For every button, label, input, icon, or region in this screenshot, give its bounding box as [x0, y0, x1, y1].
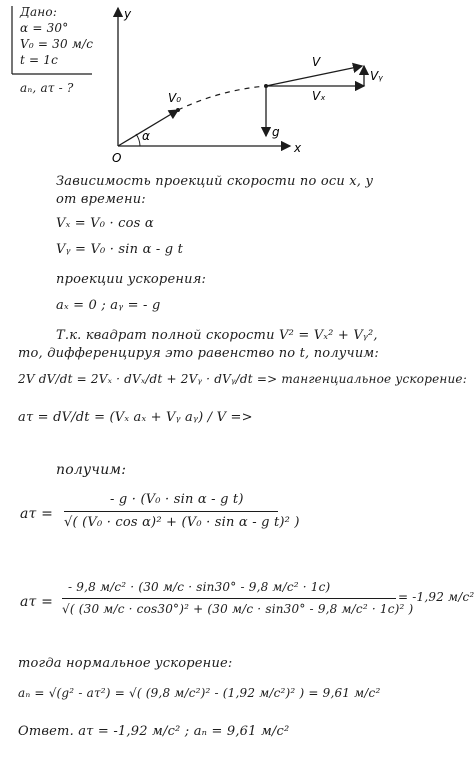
- atau-fraction-bar: [64, 511, 278, 512]
- trajectory-diagram: [0, 0, 474, 200]
- calc-numerator: - 9,8 м/с² · (30 м/с · sin30° - 9,8 м/с² · 1с): [68, 580, 331, 594]
- point-start: [176, 108, 180, 112]
- calc-denominator: √( (30 м/с · cos30°)² + (30 м/с · sin30° - 9,8 м/с² · 1с)² ): [62, 602, 414, 616]
- formula-acc: aₓ = 0 ; aᵧ = - g: [56, 298, 161, 313]
- given-find: aₙ, aτ - ?: [20, 81, 74, 95]
- formula-vy: Vᵧ = V₀ · sin α - g t: [56, 242, 184, 257]
- text-line-7: тогда нормальное ускорение:: [18, 656, 233, 671]
- text-line-2: от времени:: [56, 192, 146, 207]
- calc-result: = -1,92 м/с²: [398, 590, 474, 604]
- text-line-4: Т.к. квадрат полной скорости V² = Vₓ² + Vᵧ²,: [56, 328, 378, 343]
- origin-label: O: [112, 151, 122, 165]
- angle-arc: [136, 134, 140, 146]
- vx-label: Vₓ: [312, 89, 326, 103]
- trajectory-curve: [178, 86, 266, 110]
- calc-fraction-bar: [62, 598, 396, 599]
- formula-an: aₙ = √(g² - aτ²) = √( (9,8 м/с²)² - (1,92 м/с²)² ) = 9,61 м/с²: [18, 686, 381, 700]
- atau-denominator: √( (V₀ · cos α)² + (V₀ · sin α - g t)² ): [64, 515, 300, 530]
- v-vector: [266, 66, 362, 86]
- answer-line: Ответ. aτ = -1,92 м/с² ; aₙ = 9,61 м/с²: [18, 724, 290, 739]
- given-speed: V₀ = 30 м/с: [20, 37, 94, 51]
- vy-label: Vᵧ: [370, 69, 383, 83]
- text-line-1: Зависимость проекций скорости по оси x, y: [56, 174, 374, 189]
- angle-label: α: [142, 129, 150, 143]
- atau-numerator: - g · (V₀ · sin α - g t): [110, 492, 244, 507]
- formula-diff: 2V dV/dt = 2Vₓ · dVₓ/dt + 2Vᵧ · dVᵧ/dt => тангенциальное ускорение:: [18, 372, 467, 386]
- v0-label: V₀: [168, 91, 182, 105]
- formula-vx: Vₓ = V₀ · cos α: [56, 216, 154, 231]
- y-axis-label: y: [124, 7, 132, 21]
- text-line-6: получим:: [56, 462, 127, 478]
- text-line-5: то, дифференцируя это равенство по t, получим:: [18, 346, 379, 361]
- v-label: V: [312, 55, 321, 69]
- given-time: t = 1с: [20, 53, 59, 67]
- atau-lhs: aτ =: [20, 506, 54, 522]
- x-axis-label: x: [294, 141, 302, 155]
- calc-lhs: aτ =: [20, 594, 54, 610]
- g-label: g: [272, 125, 280, 139]
- given-angle: α = 30°: [20, 21, 69, 35]
- text-line-3: проекции ускорения:: [56, 272, 207, 287]
- point-body: [264, 84, 268, 88]
- given-header: Дано:: [20, 5, 58, 19]
- formula-atau-def: aτ = dV/dt = (Vₓ aₓ + Vᵧ aᵧ) / V =>: [18, 410, 253, 425]
